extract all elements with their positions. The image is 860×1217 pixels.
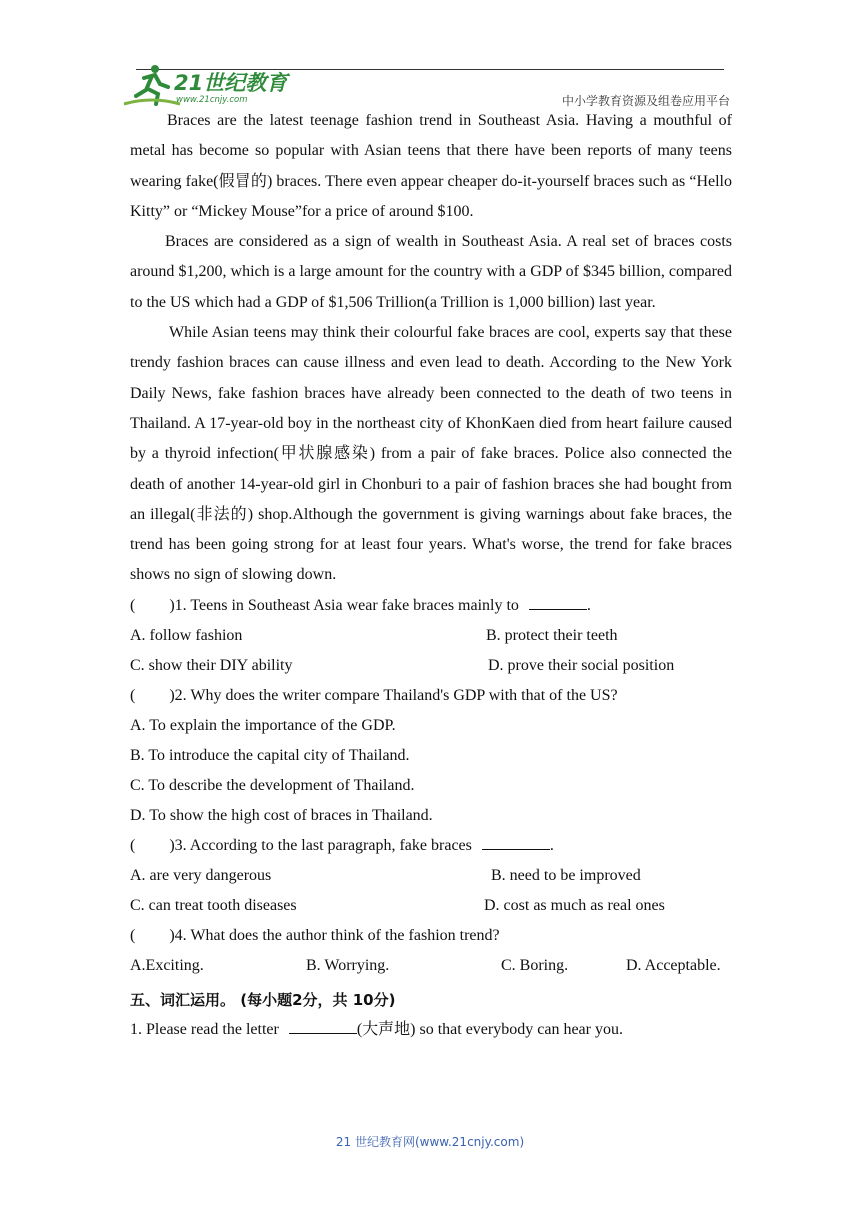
passage-paragraph-1: Braces are the latest teenage fashion trend in Southeast Asia. Having a mouthful of metal has become so popular with Asian teens that there have been reports of many teens wearing fake(假冒的) braces. There even appear cheaper do-it-yourself braces such as “Hello Kitty” or “Mickey Mouse”for a price of around $100. — [130, 112, 732, 220]
document-body — [130, 106, 732, 1045]
q1-option-a[interactable]: A. follow fashion — [130, 626, 243, 644]
vocab-item-1: 1. Please read the letter (大声地) so that everybody can hear you. — [130, 1020, 623, 1038]
q3-option-d[interactable]: D. cost as much as real ones — [484, 896, 665, 914]
vocab-item-1-blank[interactable] — [289, 1019, 357, 1034]
q1-option-c[interactable]: C. show their DIY ability — [130, 656, 293, 674]
svg-text:21世纪教育: 21世纪教育 — [174, 71, 288, 95]
svg-text:www.21cnjy.com: www.21cnjy.com — [176, 95, 248, 105]
runner-icon — [124, 65, 180, 104]
site-logo — [122, 60, 292, 108]
q4-option-a[interactable]: A.Exciting. — [130, 956, 204, 974]
q3-option-a[interactable]: A. are very dangerous — [130, 866, 272, 884]
q2-option-b[interactable]: B. To introduce the capital city of Thailand. — [130, 746, 410, 764]
q4-option-d[interactable]: D. Acceptable. — [626, 956, 721, 974]
question-2-stem: ( )2. Why does the writer compare Thailand's GDP with that of the US? — [130, 686, 618, 704]
question-3-options-ab — [130, 861, 732, 891]
q3-option-c[interactable]: C. can treat tooth diseases — [130, 896, 297, 914]
q1-option-b[interactable]: B. protect their teeth — [486, 626, 618, 644]
q2-option-d[interactable]: D. To show the high cost of braces in Thailand. — [130, 806, 433, 824]
question-3-options-cd — [130, 891, 732, 921]
passage-paragraph-3: While Asian teens may think their colourful fake braces are cool, experts say that these trendy fashion braces can cause illness and even lead to death. According to the New York Daily News, fake fashion braces have already been connected to the death of two teens in Thailand. A 17-year-old boy in the northeast city of KhonKaen died from heart failure caused by a thyroid infection(甲状腺感染) from a pair of fake braces. Police also connected the death of another 14-year-old girl in Chonburi to a pair of fashion braces she had bought from an illegal(非法的) shop.Although the government is giving warnings about fake braces, the trend has been going strong for at least four years. What's worse, the trend for fake braces shows no sign of slowing down. — [130, 324, 732, 584]
question-3-stem: ( )3. According to the last paragraph, fake braces . — [130, 836, 554, 854]
page-footer: 21 世纪教育网(www.21cnjy.com) — [335, 1135, 525, 1149]
section-5-title: 五、词汇运用。 (每小题2分，共 10分) — [130, 990, 396, 1009]
question-4-stem: ( )4. What does the author think of the fashion trend? — [130, 926, 500, 944]
question-1-options-cd — [130, 651, 732, 681]
q2-option-a[interactable]: A. To explain the importance of the GDP. — [130, 716, 396, 734]
question-1-stem: ( )1. Teens in Southeast Asia wear fake braces mainly to . — [130, 596, 591, 614]
q3-option-b[interactable]: B. need to be improved — [491, 866, 641, 884]
header-platform-text: 中小学教育资源及组卷应用平台 — [561, 94, 730, 108]
q4-option-b[interactable]: B. Worrying. — [306, 956, 390, 974]
q1-option-d[interactable]: D. prove their social position — [488, 656, 675, 674]
q4-option-c[interactable]: C. Boring. — [501, 956, 569, 974]
q2-option-c[interactable]: C. To describe the development of Thailand. — [130, 776, 415, 794]
question-1-options-ab — [130, 621, 732, 651]
passage-paragraph-2: Braces are considered as a sign of wealth in Southeast Asia. A real set of braces costs around $1,200, which is a large amount for the country with a GDP of $345 billion, compared to the US which had a GDP of $1,506 Trillion(a Trillion is 1,000 billion) last year. — [130, 233, 732, 311]
question-4-options — [130, 951, 732, 981]
